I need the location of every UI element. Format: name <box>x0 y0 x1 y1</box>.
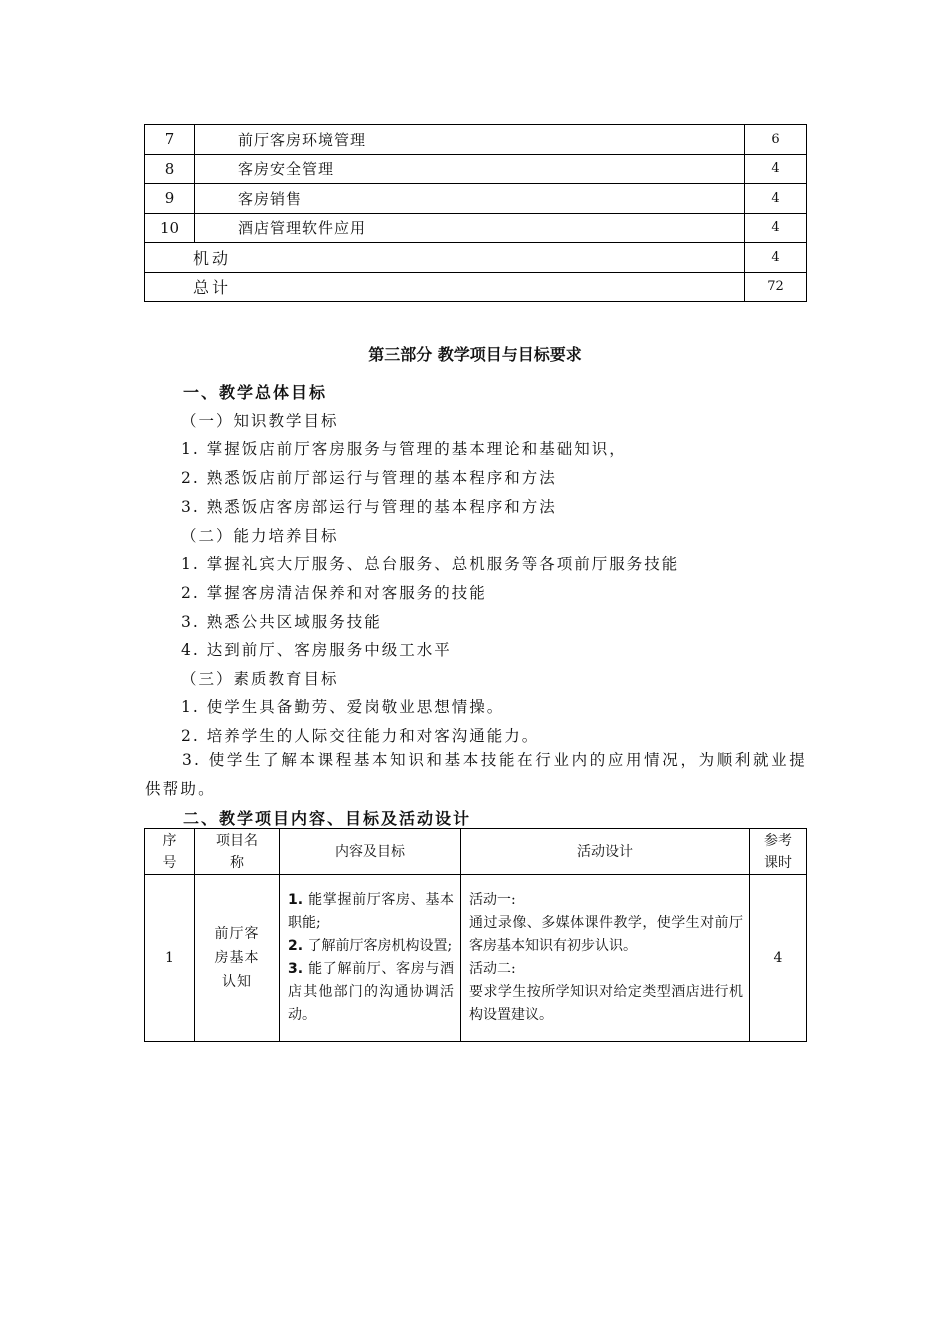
table-row <box>145 154 807 184</box>
module-name: 前厅客房环境管理 <box>195 125 745 155</box>
list-item: 1. 掌握礼宾大厅服务、总台服务、总机服务等各项前厅服务技能 <box>181 555 680 573</box>
paragraph: 3. 使学生了解本课程基本知识和基本技能在行业内的应用情况，为顺利就业提供帮助。 <box>145 751 807 798</box>
section-title: 第三部分 教学项目与目标要求 <box>368 345 582 364</box>
row-number: 9 <box>145 184 195 214</box>
part1-heading: 一、教学总体目标 <box>183 383 328 402</box>
list-item: 3. 熟悉公共区域服务技能 <box>181 613 382 631</box>
table-row <box>145 125 807 155</box>
row-content <box>280 875 461 1042</box>
header-content: 内容及目标 <box>280 829 461 875</box>
header-name: 项目名 称 <box>195 829 280 875</box>
header-seq: 序 号 <box>145 829 195 875</box>
list-item: 4. 达到前厅、客房服务中级工水平 <box>181 641 452 659</box>
list-item: 2. 掌握客房清洁保养和对客服务的技能 <box>181 584 487 602</box>
row-hours: 4 <box>750 875 807 1042</box>
table-header-row <box>145 829 807 875</box>
row-project-name: 前厅客 房基本 认知 <box>195 875 280 1042</box>
module-name: 客房销售 <box>195 184 745 214</box>
list-item: 3. 熟悉饭店客房部运行与管理的基本程序和方法 <box>181 498 557 516</box>
header-hours: 参考 课时 <box>750 829 807 875</box>
row-number: 8 <box>145 154 195 184</box>
module-name: 客房安全管理 <box>195 154 745 184</box>
row-seq: 1 <box>145 875 195 1042</box>
total-hours: 72 <box>745 272 807 302</box>
activity-line: 活动一: <box>469 892 516 908</box>
row-number: 10 <box>145 213 195 243</box>
content-item: 1. 能掌握前厅客房、基本职能; <box>288 892 454 931</box>
module-hours: 4 <box>745 213 807 243</box>
group-title: （一）知识教学目标 <box>181 412 339 430</box>
row-number: 7 <box>145 125 195 155</box>
module-name: 酒店管理软件应用 <box>195 213 745 243</box>
list-item: 1. 掌握饭店前厅客房服务与管理的基本理论和基础知识， <box>181 440 627 458</box>
group-title: （二）能力培养目标 <box>181 527 339 545</box>
module-hours: 6 <box>745 125 807 155</box>
table-row <box>145 875 807 1042</box>
part2-heading: 二、教学项目内容、目标及活动设计 <box>183 809 472 828</box>
content-item: 2. 了解前厅客房机构设置; <box>288 938 453 954</box>
header-activity: 活动设计 <box>461 829 750 875</box>
row-activity <box>461 875 750 1042</box>
project-table <box>144 828 807 1042</box>
activity-line: 要求学生按所学知识对给定类型酒店进行机构设置建议。 <box>469 984 743 1023</box>
group-title: （三）素质教育目标 <box>181 670 339 688</box>
table-row-total <box>145 272 807 302</box>
activity-line: 活动二: <box>469 961 516 977</box>
hours-table <box>144 124 807 302</box>
list-item: 1. 使学生具备勤劳、爱岗敬业思想情操。 <box>181 698 505 716</box>
module-hours: 4 <box>745 154 807 184</box>
flex-hours: 4 <box>745 243 807 273</box>
content-item: 3. 能了解前厅、客房与酒店其他部门的沟通协调活动。 <box>288 961 454 1023</box>
table-row <box>145 213 807 243</box>
module-hours: 4 <box>745 184 807 214</box>
flex-label: 机动 <box>145 243 745 273</box>
list-item: 2. 熟悉饭店前厅部运行与管理的基本程序和方法 <box>181 469 557 487</box>
table-row-flex <box>145 243 807 273</box>
total-label: 总计 <box>145 272 745 302</box>
table-row <box>145 184 807 214</box>
activity-line: 通过录像、多媒体课件教学，使学生对前厅客房基本知识有初步认识。 <box>469 915 743 954</box>
list-item: 2. 培养学生的人际交往能力和对客沟通能力。 <box>181 727 540 745</box>
